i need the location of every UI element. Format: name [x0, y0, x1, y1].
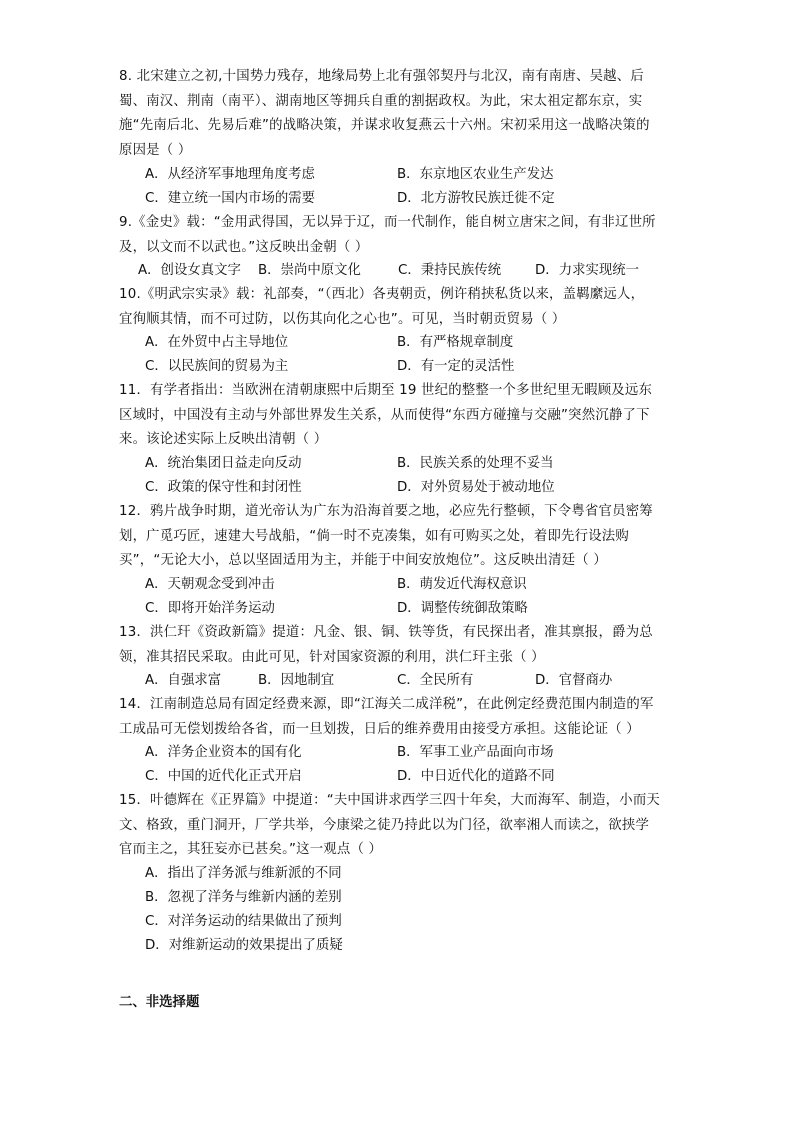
- stem-line: 宜徇顺其情，而不可过防，以伤其向化之心也”。可见，当时朝贡贸易（ ）: [119, 311, 566, 327]
- question-8-stem: [119, 65, 679, 163]
- stem-line: 及，以文而不以武也。”这反映出金朝（ ）: [119, 239, 369, 255]
- stem-line: 15．叶德辉在《正界篇》中提道：“夫中国讲求西学三四十年矣，大而海军、制造，小而天: [119, 793, 661, 808]
- option-a: A．统治集团日益走向反动: [145, 456, 302, 471]
- question-11-stem: [119, 379, 679, 453]
- option-d: D．官督商办: [535, 673, 613, 688]
- option-b: B．军事工业产品面向市场: [397, 745, 554, 760]
- stem-line: 蜀、南汉、荆南（南平）、湖南地区等拥兵自重的割据政权。为此，宋太祖定都东京，实: [119, 93, 643, 109]
- stem-line: 来。该论述实际上反映出清朝（ ）: [119, 432, 328, 447]
- option-d: D．对外贸易处于被动地位: [397, 480, 555, 495]
- option-c: C．以民族间的贸易为主: [145, 359, 289, 374]
- stem-line: 区域时，中国没有主动与外部世界发生关系，从而使得“东西方碰撞与交融”突然沉静了下: [119, 407, 650, 423]
- stem-line: 划，广觅巧匠，速建大号战船，“倘一时不克凑集，如有可购买之处，着即先行设法购: [119, 528, 629, 544]
- stem-line: 工成品可无偿划拨给各省，而一旦划拨，日后的维养费用由接受方承担。这能论证（ ）: [119, 721, 640, 737]
- stem-line: 8. 北宋建立之初,十国势力残存，地缘局势上北有强邻契丹与北汉，南有南唐、吴越、后: [119, 69, 644, 84]
- stem-line: 11．有学者指出：当欧洲在清朝康熙中后期至 19 世纪的整整一个多世纪里无暇顾及远东: [119, 383, 653, 398]
- option-a: A．在外贸中占主导地位: [145, 335, 289, 350]
- option-c: C．秉持民族传统: [398, 263, 502, 278]
- option-b: B．民族关系的处理不妥当: [397, 456, 554, 471]
- question-13-stem: [119, 621, 679, 670]
- option-d: D．调整传统御敌策略: [397, 601, 528, 616]
- option-a: A．从经济军事地理角度考虑: [145, 167, 315, 182]
- stem-line: 原因是（ ）: [119, 142, 192, 158]
- option-a: A．指出了洋务派与维新派的不同: [145, 866, 342, 881]
- stem-line: 14．江南制造总局有固定经费来源，即“江海关二成洋税”，在此例定经费范围内制造的军: [119, 697, 654, 712]
- option-c: C．建立统一国内市场的需要: [145, 191, 316, 206]
- option-a: A．洋务企业资本的国有化: [145, 745, 302, 760]
- option-d: D．对维新运动的效果提出了质疑: [145, 938, 343, 953]
- option-a: A．自强求富: [145, 673, 222, 688]
- question-14-stem: [119, 693, 679, 742]
- option-d: D．北方游牧民族迁徙不定: [397, 191, 555, 206]
- option-b: B．有严格规章制度: [397, 335, 514, 350]
- option-c: C．中国的近代化正式开启: [145, 769, 302, 784]
- question-12-stem: [119, 500, 679, 574]
- option-a: A．天朝观念受到冲击: [145, 577, 275, 592]
- stem-line: 12．鸦片战争时期，道光帝认为广东为沿海首要之地，必应先行整顿，下令粤省官员密筹: [119, 504, 653, 519]
- option-d: D．中日近代化的道路不同: [397, 769, 555, 784]
- stem-line: 施“先南后北、先易后难”的战略决策，并谋求收复燕云十六州。宋初采用这一战略决策的: [119, 118, 650, 133]
- option-c: C．对洋务运动的结果做出了预判: [145, 914, 342, 929]
- stem-line: 10.《明武宗实录》载：礼部奏，“（西北）各夷朝贡，例许稍挟私货以来，盖羁縻远人，: [119, 287, 645, 302]
- section-heading: 二、非选择题: [119, 995, 200, 1010]
- option-c: C．政策的保守性和封闭性: [145, 480, 302, 495]
- stem-line: 买”，“无论大小，总以坚固适用为主，并能于中间安放炮位”。这反映出清廷（ ）: [119, 553, 607, 568]
- option-b: B．东京地区农业生产发达: [397, 167, 554, 182]
- option-b: B．崇尚中原文化: [258, 263, 361, 278]
- option-b: B．萌发近代海权意识: [397, 577, 527, 592]
- question-9-stem: [119, 211, 679, 260]
- option-d: D．有一定的灵活性: [397, 359, 515, 374]
- question-10-stem: [119, 283, 679, 332]
- question-15-stem: [119, 789, 679, 863]
- stem-line: 9.《金史》载：“金用武得国，无以异于辽，而一代制作，能自树立唐宋之间，有非辽世所: [119, 215, 656, 230]
- stem-line: 官而主之，其狂妄亦已甚矣。”这一观点（ ）: [119, 842, 383, 857]
- option-a: A．创设女真文字: [138, 263, 241, 278]
- option-d: D．力求实现统一: [535, 263, 640, 278]
- option-c: C．即将开始洋务运动: [145, 601, 275, 616]
- option-b: B．忽视了洋务与维新内涵的差别: [145, 890, 342, 905]
- stem-line: 文、格致，重门洞开，厂学共举，今康梁之徒乃持此以为门径，欲率湘人而读之，欲挟学: [119, 817, 650, 833]
- stem-line: 领，准其招民采取。由此可见，针对国家资源的利用，洪仁玕主张（ ）: [119, 649, 545, 665]
- stem-line: 13．洪仁玕《资政新篇》提道：凡金、银、铜、铁等货，有民探出者，准其禀报，爵为总: [119, 625, 653, 640]
- option-c: C．全民所有: [397, 673, 474, 688]
- option-b: B．因地制宜: [258, 673, 335, 688]
